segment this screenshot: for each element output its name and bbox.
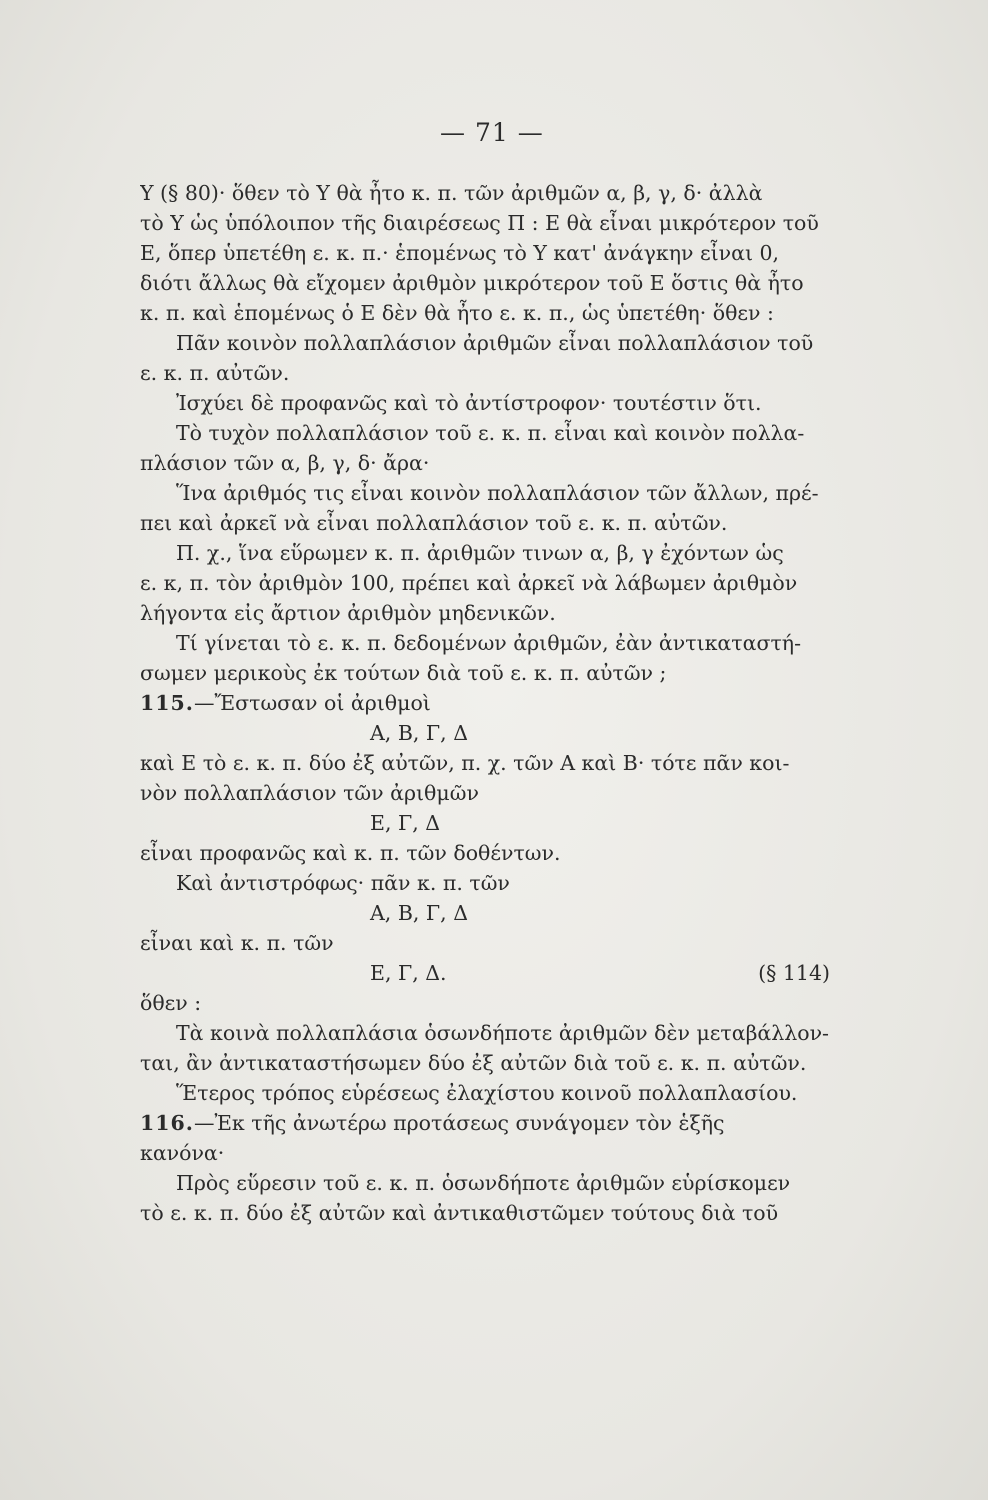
text-line: Ἰσχύει δὲ προφανῶς καὶ τὸ ἀντίστροφον· τουτέστιν ὅτι. (176, 391, 762, 415)
theorem-line: Πᾶν κοινὸν πολλαπλάσιον ἀριθμῶν εἶναι πολλαπλάσιον τοῦ (176, 331, 814, 355)
text-line: ται, ἂν ἀντικαταστήσωμεν δύο ἐξ αὐτῶν διὰ τοῦ ε. κ. π. αὐτῶν. (140, 1051, 807, 1075)
symbol-text: Ε, Γ, Δ. (370, 961, 447, 985)
theorem-line: Τὰ κοινὰ πολλαπλάσια ὁσωνδήποτε ἀριθμῶν δὲν μεταβάλλον- (176, 1021, 829, 1045)
section-number: 115. (140, 691, 194, 715)
text-line: ε. κ, π. τὸν ἀριθμὸν 100, πρέπει καὶ ἀρκεῖ νὰ λάβωμεν ἀριθμὸν (140, 571, 798, 595)
text-line: πλάσιον τῶν α, β, γ, δ· ἄρα· (140, 451, 430, 475)
text-line: καὶ Ε τὸ ε. κ. π. δύο ἐξ αὐτῶν, π. χ. τῶν Α καὶ Β· τότε πᾶν κοι- (140, 751, 790, 775)
symbol-line: Α, Β, Γ, Δ (370, 901, 468, 925)
section-number: 116. (140, 1111, 194, 1135)
section-text: —Ἐκ τῆς ἀνωτέρω προτάσεως συνάγομεν τὸν ἑξῆς (193, 1111, 725, 1135)
subheading-line: Ἕτερος τρόπος εὑρέσεως ἐλαχίστου κοινοῦ πολλαπλασίου. (176, 1081, 798, 1105)
section-116-line (140, 1108, 850, 1138)
text-line: διότι ἄλλως θὰ εἴχομεν ἀριθμὸν μικρότερον τοῦ Ε ὅστις θὰ ἦτο (140, 271, 804, 295)
text-line: εἶναι προφανῶς καὶ κ. π. τῶν δοθέντων. (140, 841, 561, 865)
text-line: Υ (§ 80)· ὅθεν τὸ Υ θὰ ἦτο κ. π. τῶν ἀριθμῶν α, β, γ, δ· ἀλλὰ (140, 181, 763, 205)
text-line: νὸν πολλαπλάσιον τῶν ἀριθμῶν (140, 781, 479, 805)
section-text: —Ἔστωσαν οἱ ἀριθμοὶ (193, 691, 431, 715)
symbol-line: Ε, Γ, Δ (370, 811, 441, 835)
text-line: πει καὶ ἀρκεῖ νὰ εἶναι πολλαπλάσιον τοῦ ε. κ. π. αὐτῶν. (140, 511, 728, 535)
text-line: Ε, ὅπερ ὑπετέθη ε. κ. π.· ἑπομένως τὸ Υ κατ' ἀνάγκην εἶναι 0, (140, 241, 780, 265)
text-line: εἶναι καὶ κ. π. τῶν (140, 931, 334, 955)
symbol-line: Α, Β, Γ, Δ (370, 721, 468, 745)
text-line: ε. κ. π. αὐτῶν. (140, 361, 290, 385)
theorem-line: Ἵνα ἀριθμός τις εἶναι κοινὸν πολλαπλάσιον τῶν ἄλλων, πρέ- (176, 481, 819, 505)
page-body (140, 178, 850, 1228)
rule-line: Πρὸς εὕρεσιν τοῦ ε. κ. π. ὁσωνδήποτε ἀριθμῶν εὑρίσκομεν (176, 1171, 791, 1195)
text-line: τὸ Υ ὡς ὑπόλοιπον τῆς διαιρέσεως Π : Ε θὰ εἶναι μικρότερον τοῦ (140, 211, 819, 235)
text-line: Π. χ., ἵνα εὕρωμεν κ. π. ἀριθμῶν τινων α, β, γ ἐχόντων ὡς (176, 541, 784, 565)
rule-line: τὸ ε. κ. π. δύο ἐξ αὐτῶν καὶ ἀντικαθιστῶμεν τούτους διὰ τοῦ (140, 1201, 779, 1225)
section-reference: (§ 114) (758, 961, 830, 985)
section-115-line (140, 688, 850, 718)
text-line: Καὶ ἀντιστρόφως· πᾶν κ. π. τῶν (176, 871, 510, 895)
text-line: κανόνα· (140, 1141, 225, 1165)
text-line: ὅθεν : (140, 991, 202, 1015)
symbol-line-with-reference (140, 958, 850, 988)
page-number: — 71 — (440, 118, 544, 147)
text-line: σωμεν μερικοὺς ἐκ τούτων διὰ τοῦ ε. κ. π. αὐτῶν ; (140, 661, 667, 685)
text-line: κ. π. καὶ ἑπομένως ὁ Ε δὲν θὰ ἦτο ε. κ. π., ὡς ὑπετέθη· ὅθεν : (140, 301, 774, 325)
text-line: Τὸ τυχὸν πολλαπλάσιον τοῦ ε. κ. π. εἶναι καὶ κοινὸν πολλα- (176, 421, 805, 445)
text-line: Τί γίνεται τὸ ε. κ. π. δεδομένων ἀριθμῶν, ἐὰν ἀντικαταστή- (176, 631, 801, 655)
text-line: λήγοντα εἰς ἄρτιον ἀριθμὸν μηδενικῶν. (140, 601, 556, 625)
